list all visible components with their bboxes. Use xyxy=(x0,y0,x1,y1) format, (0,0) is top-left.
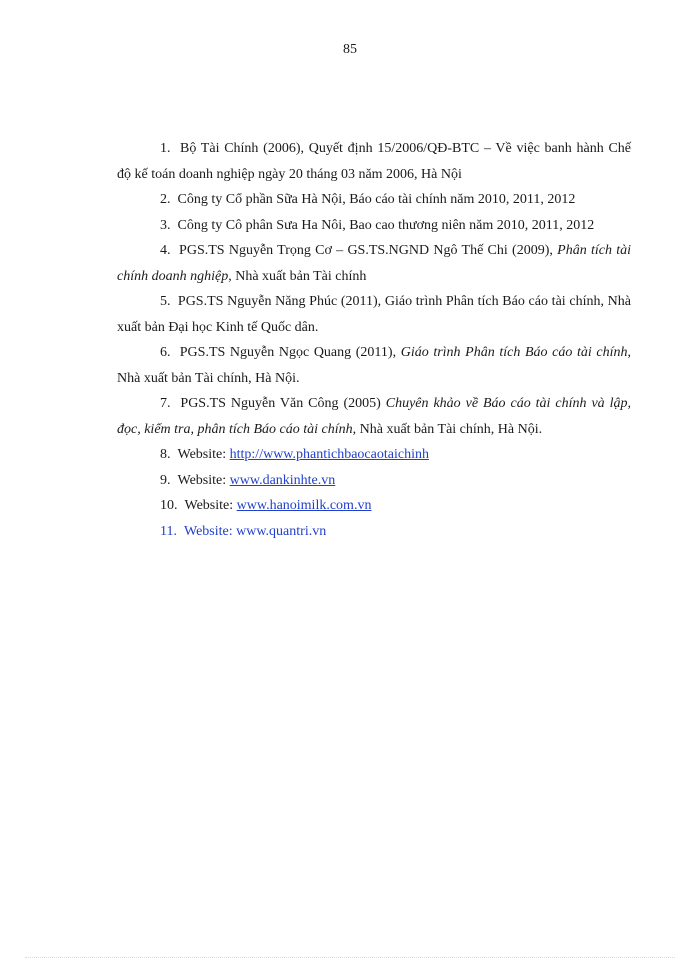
reference-item-8 xyxy=(117,442,631,468)
reference-number: 11. xyxy=(160,523,177,539)
reference-list xyxy=(117,136,631,544)
reference-title: Phân tích tài chính doanh nghiệp xyxy=(117,243,632,284)
reference-number: 10. xyxy=(160,498,178,513)
website-link[interactable]: www.dankinhte.vn xyxy=(229,472,336,488)
reference-text: PGS.TS Nguyễn Ngọc Quang (2011), xyxy=(179,345,401,360)
reference-number: 5. xyxy=(160,294,171,309)
reference-text: PGS.TS Nguyễn Trọng Cơ – GS.TS.NGND Ngô Thế Chi (2009), xyxy=(179,243,558,258)
reference-text: Công ty Cô phân Sưa Ha Nôi, Bao cao thương niên năm 2010, 2011, 2012 xyxy=(177,217,595,233)
website-label: Website: xyxy=(177,447,230,462)
page-bottom-divider xyxy=(25,957,675,958)
reference-text: PGS.TS Nguyễn Văn Công (2005) xyxy=(180,396,386,411)
page-number: 85 xyxy=(343,42,357,57)
reference-item-9 xyxy=(117,468,631,494)
reference-number: 9. xyxy=(160,472,171,488)
reference-publisher: , Nhà xuất bản Tài chính xyxy=(228,268,367,284)
reference-text: Công ty Cổ phần Sữa Hà Nội, Báo cáo tài chính năm 2010, 2011, 2012 xyxy=(177,192,576,207)
reference-number: 4. xyxy=(160,243,171,258)
reference-title: Giáo trình Phân tích Báo cáo tài chính xyxy=(400,345,628,360)
reference-item-5 xyxy=(117,289,631,340)
reference-item-6 xyxy=(117,340,631,391)
website-label: Website: xyxy=(183,523,237,539)
reference-number: 2. xyxy=(160,192,171,207)
website-link[interactable]: http://www.phantichbaocaotaichinh xyxy=(229,447,429,462)
reference-item-11 xyxy=(117,519,631,545)
reference-item-3 xyxy=(117,213,631,239)
reference-number: 8. xyxy=(160,447,171,462)
reference-number: 6. xyxy=(160,345,171,360)
reference-item-2 xyxy=(117,187,631,213)
reference-number: 3. xyxy=(160,217,171,233)
reference-text: PGS.TS Nguyễn Năng Phúc (2011), Giáo trình Phân tích Báo cáo tài chính, Nhà xuất bản Đại học Kinh tế Quốc dân. xyxy=(117,294,632,335)
reference-number: 7. xyxy=(160,396,171,411)
reference-title: Chuyên khảo về Báo cáo tài chính và lập, đọc, kiểm tra, phân tích Báo cáo tài chính xyxy=(117,396,631,437)
reference-item-7 xyxy=(117,391,631,442)
reference-text: Bộ Tài Chính (2006), Quyết định 15/2006/QĐ-BTC – Về việc banh hành Chế độ kế toán doanh nghiệp ngày 20 tháng 03 năm 2006, Hà Nội xyxy=(117,141,632,182)
website-link[interactable]: www.hanoimilk.com.vn xyxy=(236,498,372,513)
reference-publisher: , Nhà xuất bản Tài chính, Hà Nội. xyxy=(352,421,543,437)
website-label: Website: xyxy=(177,472,230,488)
reference-publisher: , Nhà xuất bản Tài chính, Hà Nội. xyxy=(117,345,632,386)
reference-item-4 xyxy=(117,238,631,289)
reference-number: 1. xyxy=(160,141,171,156)
reference-item-1 xyxy=(117,136,631,187)
reference-item-10 xyxy=(117,493,631,519)
website-label: Website: xyxy=(184,498,237,513)
website-link[interactable]: www.quantri.vn xyxy=(236,523,327,539)
